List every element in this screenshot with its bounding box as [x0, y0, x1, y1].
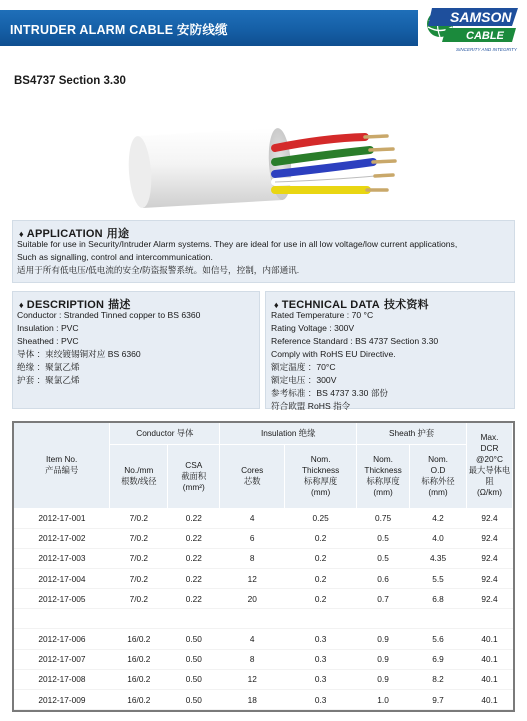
application-text [17, 238, 457, 277]
logo-tagline: SINCERITY AND INTEGRITY [456, 47, 518, 52]
header-group-conductor: Conductor 导体 [110, 423, 220, 444]
table-cell: 12 [220, 669, 285, 689]
specification-table-body [14, 508, 513, 710]
table-cell: 2012-17-004 [14, 569, 110, 589]
technical-line: Rating Voltage : 300V [271, 323, 355, 333]
table-cell: 9.7 [410, 690, 467, 710]
table-row [14, 690, 513, 710]
table-cell: 16/0.2 [110, 629, 168, 649]
table-cell: 0.3 [285, 690, 357, 710]
table-cell: 0.3 [285, 629, 357, 649]
diamond-bullet-icon: ♦ [274, 300, 279, 310]
table-cell: 0.3 [285, 669, 357, 689]
table-cell: 4.35 [410, 548, 467, 568]
table-cell: 0.6 [357, 569, 410, 589]
application-line: Suitable for use in Security/Intruder Alarm systems. They are ideal for use in all low voltage/low current applications, [17, 239, 458, 249]
table-cell: 2012-17-008 [14, 669, 110, 689]
table-cell: 18 [220, 690, 285, 710]
table-cell: 5.5 [410, 569, 467, 589]
table-cell: 92.4 [466, 569, 512, 589]
table-cell: 40.1 [466, 629, 512, 649]
table-row [14, 548, 513, 568]
table-row [14, 528, 513, 548]
table-cell: 0.75 [357, 508, 410, 528]
table-cell: 0.50 [168, 649, 220, 669]
technical-data-panel [265, 291, 515, 409]
table-cell: 8 [220, 649, 285, 669]
technical-line: 参考标准 ：BS 4737 3.30 部份 [271, 388, 389, 398]
table-row [14, 589, 513, 609]
technical-line: 额定电压 ：300V [271, 375, 337, 385]
table-row [14, 508, 513, 528]
table-cell: 2012-17-001 [14, 508, 110, 528]
technical-text [271, 309, 438, 413]
description-line: Sheathed : PVC [17, 336, 79, 346]
page-title: INTRUDER ALARM CABLE 安防线缆 [10, 23, 228, 37]
header-group-insulation: Insulation 绝缘 [220, 423, 357, 444]
technical-line: Rated Temperature : 70 °C [271, 310, 374, 320]
table-cell: 2012-17-006 [14, 629, 110, 649]
description-line: 导体 ：束绞镀锡铜对应 BS 6360 [17, 349, 141, 359]
table-cell: 7/0.2 [110, 589, 168, 609]
table-cell: 2012-17-005 [14, 589, 110, 609]
table-cell: 0.9 [357, 629, 410, 649]
description-line: 护套 ：聚氯乙烯 [17, 375, 80, 385]
technical-heading: ♦ TECHNICAL DATA 技术资料 [274, 299, 429, 311]
application-panel [12, 220, 515, 283]
samson-cable-logo [426, 4, 523, 56]
table-cell: 40.1 [466, 649, 512, 669]
table-cell: 0.9 [357, 669, 410, 689]
table-cell: 0.22 [168, 528, 220, 548]
table-cell: 0.7 [357, 589, 410, 609]
table-cell: 0.25 [285, 508, 357, 528]
table-cell: 6 [220, 528, 285, 548]
table-cell: 0.50 [168, 629, 220, 649]
technical-line: Comply with RoHS EU Directive. [271, 349, 396, 359]
technical-line: 符合欧盟 RoHS 指令 [271, 401, 351, 411]
application-line: Such as signalling, control and intercommunication. [17, 252, 213, 262]
table-cell: 1.0 [357, 690, 410, 710]
logo-wordmark: SAMSON [450, 9, 512, 25]
application-line: 适用于所有低电压/低电流的安全/防盗报警系统。如信号，控制，内部通讯. [17, 265, 300, 275]
table-cell: 5.6 [410, 629, 467, 649]
description-line: Insulation : PVC [17, 323, 79, 333]
table-cell: 20 [220, 589, 285, 609]
table-cell: 0.22 [168, 508, 220, 528]
table-cell: 0.5 [357, 548, 410, 568]
table-cell: 0.2 [285, 548, 357, 568]
table-cell: 4 [220, 508, 285, 528]
table-cell: 92.4 [466, 508, 512, 528]
table-row [14, 669, 513, 689]
table-row [14, 649, 513, 669]
specification-table [12, 421, 515, 712]
header-cores: Cores 芯数 [220, 444, 285, 508]
table-cell: 16/0.2 [110, 649, 168, 669]
application-heading: ♦ APPLICATION 用途 [19, 228, 130, 240]
table-cell: 4.0 [410, 528, 467, 548]
description-line: 绝缘 ：聚氯乙烯 [17, 362, 80, 372]
table-cell: 0.5 [357, 528, 410, 548]
cable-cores [275, 136, 395, 190]
table-cell: 0.2 [285, 528, 357, 548]
table-cell: 2012-17-002 [14, 528, 110, 548]
table-cell: 40.1 [466, 669, 512, 689]
table-cell: 16/0.2 [110, 669, 168, 689]
table-cell: 4.2 [410, 508, 467, 528]
header-csa: CSA 截面积 (mm²) [168, 444, 220, 508]
description-text [17, 309, 200, 387]
technical-line: 额定温度 ：70°C [271, 362, 336, 372]
description-line: Conductor : Stranded Tinned copper to BS 6360 [17, 310, 201, 320]
table-cell: 2012-17-009 [14, 690, 110, 710]
table-cell: 0.22 [168, 569, 220, 589]
table-cell: 7/0.2 [110, 569, 168, 589]
table-cell: 7/0.2 [110, 528, 168, 548]
table-cell: 0.2 [285, 569, 357, 589]
header-sheath-thickness: Nom. Thickness 标称厚度 (mm) [357, 444, 410, 508]
table-cell: 92.4 [466, 589, 512, 609]
table-cell: 8 [220, 548, 285, 568]
description-panel [12, 291, 260, 409]
description-heading: ♦ DESCRIPTION 描述 [19, 299, 131, 311]
table-row [14, 569, 513, 589]
spacer-cell [14, 609, 513, 629]
document-reference: BS4737 Section 3.30 [14, 75, 126, 87]
table-cell: 92.4 [466, 548, 512, 568]
table-cell: 2012-17-007 [14, 649, 110, 669]
table-cell: 0.2 [285, 589, 357, 609]
header-outer-diameter: Nom. O.D 标称外径 (mm) [410, 444, 467, 508]
header-item-no: Item No. 产品编号 [14, 423, 110, 508]
table-cell: 8.2 [410, 669, 467, 689]
header-max-dcr: Max. DCR @20°C 最大导体电阻 (Ω/km) [466, 423, 512, 508]
table-cell: 16/0.2 [110, 690, 168, 710]
table-cell: 2012-17-003 [14, 548, 110, 568]
header-insulation-thickness: Nom. Thickness 标称厚度 (mm) [285, 444, 357, 508]
cable-illustration [125, 118, 415, 214]
table-cell: 6.9 [410, 649, 467, 669]
logo-subword: CABLE [466, 30, 504, 42]
table-cell: 0.50 [168, 690, 220, 710]
table-spacer-row [14, 609, 513, 629]
header-group-sheath: Sheath 护套 [357, 423, 467, 444]
table-cell: 0.3 [285, 649, 357, 669]
table-cell: 40.1 [466, 690, 512, 710]
header-conductor-strands: No./mm 根数/线径 [110, 444, 168, 508]
table-cell: 0.22 [168, 548, 220, 568]
table-cell: 0.22 [168, 589, 220, 609]
table-cell: 12 [220, 569, 285, 589]
table-cell: 4 [220, 629, 285, 649]
table-cell: 92.4 [466, 528, 512, 548]
table-cell: 0.9 [357, 649, 410, 669]
table-cell: 0.50 [168, 669, 220, 689]
table-cell: 7/0.2 [110, 508, 168, 528]
technical-line: Reference Standard : BS 4737 Section 3.30 [271, 336, 439, 346]
table-cell: 6.8 [410, 589, 467, 609]
diamond-bullet-icon: ♦ [19, 229, 24, 239]
diamond-bullet-icon: ♦ [19, 300, 24, 310]
table-row [14, 629, 513, 649]
table-cell: 7/0.2 [110, 548, 168, 568]
